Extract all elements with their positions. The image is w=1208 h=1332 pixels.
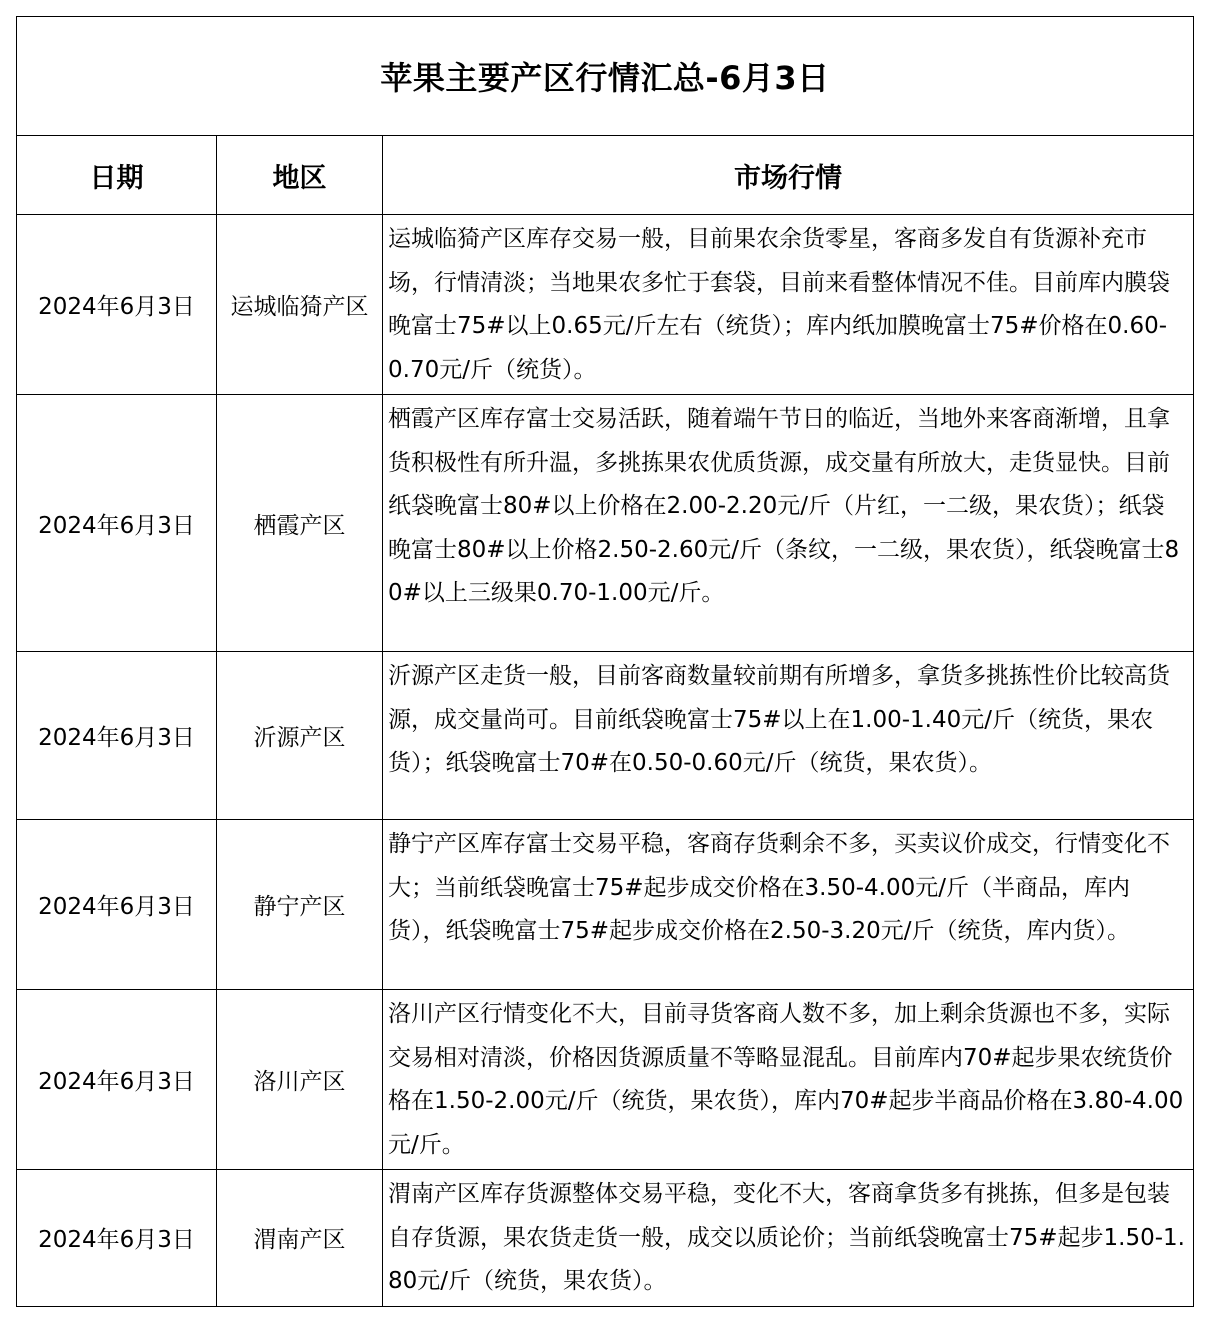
table-row bbox=[17, 215, 1194, 395]
row-market: 栖霞产区库存富士交易活跃，随着端午节日的临近，当地外来客商渐增，且拿货积极性有所升温，多挑拣果农优质货源，成交量有所放大，走货显快。目前纸袋晚富士80#以上价格在2.00-2.20元/斤（片红，一二级，果农货）；纸袋晚富士80#以上价格2.50-2.60元/斤（条纹，一二级，果农货），纸袋晚富士80#以上三级果0.70-1.00元/斤。 bbox=[383, 395, 1194, 652]
row-region: 沂源产区 bbox=[217, 652, 383, 820]
table-row bbox=[17, 990, 1194, 1170]
market-summary-table bbox=[16, 16, 1194, 1307]
row-region: 运城临猗产区 bbox=[217, 215, 383, 395]
table-title: 苹果主要产区行情汇总-6月3日 bbox=[17, 17, 1194, 136]
row-market: 沂源产区走货一般，目前客商数量较前期有所增多，拿货多挑拣性价比较高货源，成交量尚可。目前纸袋晚富士75#以上在1.00-1.40元/斤（统货，果农货）；纸袋晚富士70#在0.50-0.60元/斤（统货，果农货）。 bbox=[383, 652, 1194, 820]
header-row bbox=[17, 136, 1194, 215]
row-region: 洛川产区 bbox=[217, 990, 383, 1170]
row-market: 洛川产区行情变化不大，目前寻货客商人数不多，加上剩余货源也不多，实际交易相对清淡，价格因货源质量不等略显混乱。目前库内70#起步果农统货价格在1.50-2.00元/斤（统货，果农货），库内70#起步半商品价格在3.80-4.00元/斤。 bbox=[383, 990, 1194, 1170]
title-row bbox=[17, 17, 1194, 136]
row-market: 运城临猗产区库存交易一般，目前果农余货零星，客商多发自有货源补充市场，行情清淡；当地果农多忙于套袋，目前来看整体情况不佳。目前库内膜袋晚富士75#以上0.65元/斤左右（统货）；库内纸加膜晚富士75#价格在0.60-0.70元/斤（统货）。 bbox=[383, 215, 1194, 395]
row-date: 2024年6月3日 bbox=[17, 395, 217, 652]
row-date: 2024年6月3日 bbox=[17, 820, 217, 990]
table-row bbox=[17, 395, 1194, 652]
row-date: 2024年6月3日 bbox=[17, 990, 217, 1170]
header-date: 日期 bbox=[17, 136, 217, 215]
table-row bbox=[17, 820, 1194, 990]
table-row bbox=[17, 1170, 1194, 1307]
table-row bbox=[17, 652, 1194, 820]
row-date: 2024年6月3日 bbox=[17, 652, 217, 820]
row-date: 2024年6月3日 bbox=[17, 215, 217, 395]
row-region: 静宁产区 bbox=[217, 820, 383, 990]
row-region: 栖霞产区 bbox=[217, 395, 383, 652]
row-market: 渭南产区库存货源整体交易平稳，变化不大，客商拿货多有挑拣，但多是包装自存货源，果农货走货一般，成交以质论价；当前纸袋晚富士75#起步1.50-1.80元/斤（统货，果农货）。 bbox=[383, 1170, 1194, 1307]
row-region: 渭南产区 bbox=[217, 1170, 383, 1307]
header-market: 市场行情 bbox=[383, 136, 1194, 215]
row-date: 2024年6月3日 bbox=[17, 1170, 217, 1307]
header-region: 地区 bbox=[217, 136, 383, 215]
row-market: 静宁产区库存富士交易平稳，客商存货剩余不多，买卖议价成交，行情变化不大；当前纸袋晚富士75#起步成交价格在3.50-4.00元/斤（半商品，库内货），纸袋晚富士75#起步成交价格在2.50-3.20元/斤（统货，库内货）。 bbox=[383, 820, 1194, 990]
